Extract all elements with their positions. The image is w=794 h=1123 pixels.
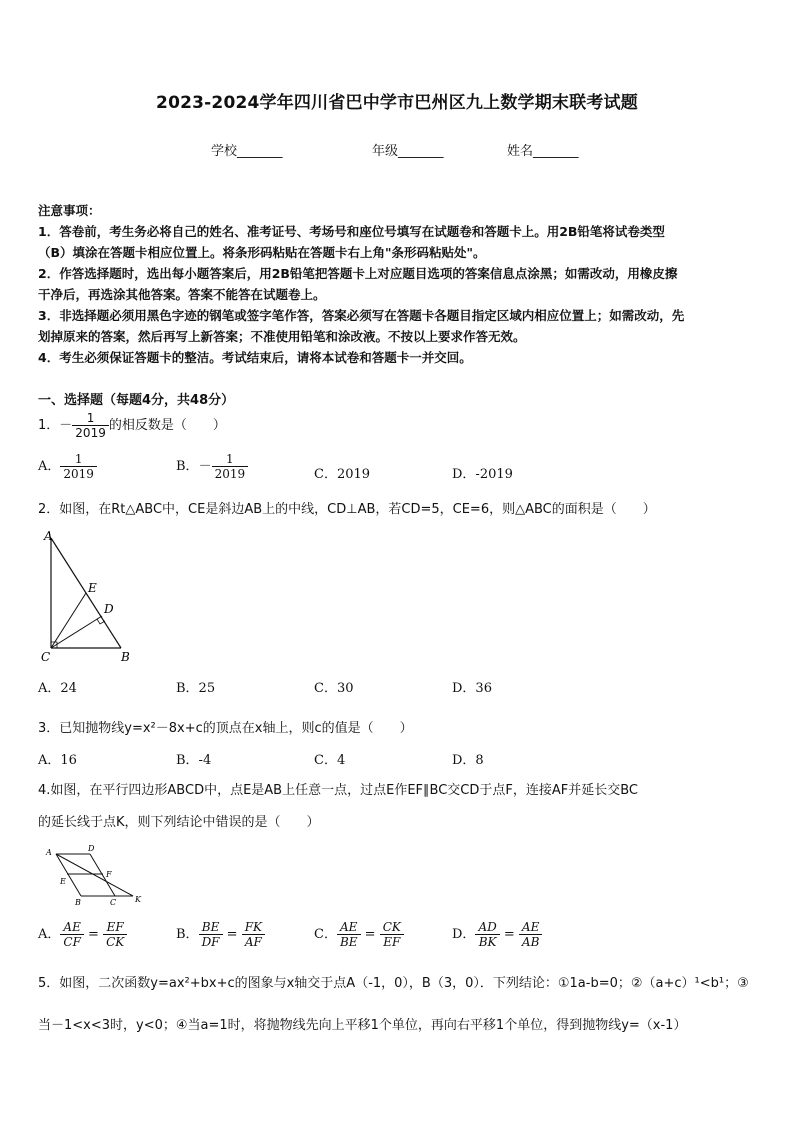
q4-b-left-top: BE — [199, 920, 223, 935]
question-2: 2．如图，在Rt△ABC中，CE是斜边AB上的中线，CD⊥AB，若CD=5，CE=6，则△ABC的面积是（ ） — [38, 502, 656, 517]
q1-a-top: 1 — [60, 452, 97, 467]
q4-option-a: A． $\frac{AE}{CF}$ = $\frac{EF}{CK}$ — [38, 920, 127, 949]
q4-option-d: D． $\frac{AD}{BK}$ = $\frac{AE}{AB}$ — [452, 920, 542, 949]
q4-c-right — [380, 920, 404, 949]
grade-field: 年级_______ — [372, 144, 444, 159]
q4-label-c: C — [110, 898, 117, 907]
q4-label-d: D — [88, 844, 95, 853]
notice-line: 1．答卷前，考生务必将自己的姓名、准考证号、考场号和座位号填写在试题卷和答题卡上。用2B铅笔将试卷类型 — [38, 224, 665, 239]
q4-label-k: K — [135, 895, 141, 904]
question-5-line1: 5．如图，二次函数y=ax²+bx+c的图象与x轴交于点A（-1，0），B（3，0）．下列结论：①1a-b=0；②（a+c）¹<b¹；③ — [38, 976, 749, 991]
q2-label-c: C — [41, 650, 51, 664]
q4-d-left — [475, 920, 499, 949]
notice-heading: 注意事项： — [38, 203, 101, 218]
q4-label-f: F — [106, 870, 112, 879]
notice-line: 3．非选择题必须用黑色字迹的钢笔或签字笔作答，答案必须写在答题卡各题目指定区域内相应位置上；如需改动，先 — [38, 308, 685, 323]
q4-d-left-bottom: BK — [478, 935, 497, 949]
q1-number: 1． — [38, 418, 60, 433]
school-field: 学校_______ — [211, 144, 283, 159]
q4-label-e: E — [60, 877, 66, 886]
q3-option-b: B．-4 — [176, 753, 212, 768]
q4-parallelogram-figure — [40, 842, 160, 908]
q4-c-left-bottom: BE — [339, 935, 358, 949]
q4-a-right-bottom: CK — [106, 935, 125, 949]
section-heading: 一、选择题（每题4分，共48分） — [38, 393, 235, 408]
question-4-line2: 的延长线于点K，则下列结论中错误的是（ ） — [38, 815, 320, 830]
q4-d-right-top: AE — [519, 920, 542, 935]
page-title: 2023-2024学年四川省巴中学市巴州区九上数学期末联考试题 — [156, 93, 638, 113]
q1-option-b — [176, 452, 248, 481]
q4-a-left-top: AE — [60, 920, 84, 935]
q4-d-left-top: AD — [475, 920, 499, 935]
q2-option-c: C．30 — [314, 681, 354, 696]
q4-b-left — [199, 920, 223, 949]
q1-b-fraction — [212, 452, 249, 481]
q4-option-b: B． $\frac{BE}{DF}$ = $\frac{FK}{AF}$ — [176, 920, 265, 949]
q1-tail: 的相反数是（ ） — [108, 418, 226, 433]
q4-d-label: D． — [452, 927, 476, 942]
q4-c-left-top: AE — [337, 920, 361, 935]
q4-d-right-bottom: AB — [521, 935, 540, 949]
q1-frac-bottom: 2019 — [75, 426, 106, 440]
q1-b-top: 1 — [212, 452, 249, 467]
q2-option-b: B．25 — [176, 681, 216, 696]
q4-c-right-top: CK — [380, 920, 404, 935]
q1-a-label: A． — [38, 459, 61, 474]
q4-c-label: C． — [314, 927, 337, 942]
q2-option-a: A．24 — [38, 681, 77, 696]
q4-c-left — [337, 920, 361, 949]
notice-line: （B）填涂在答题卡相应位置上。将条形码粘贴在答题卡右上角"条形码粘贴处"。 — [38, 245, 486, 260]
notice-line: 干净后，再选涂其他答案。答案不能答在试题卷上。 — [38, 287, 326, 302]
q2-label-b: B — [121, 650, 130, 664]
q4-a-right — [103, 920, 127, 949]
name-field: 姓名_______ — [507, 144, 579, 159]
question-4-line1: 4.如图，在平行四边形ABCD中，点E是AB上任意一点，过点E作EF∥BC交CD于点F，连接AF并延长交BC — [38, 783, 638, 798]
q1-a-fraction — [60, 452, 97, 481]
q3-option-a: A．16 — [38, 753, 77, 768]
q4-a-right-top: EF — [103, 920, 127, 935]
q4-b-right — [242, 920, 265, 949]
q4-a-left-bottom: CF — [63, 935, 81, 949]
notice-list — [38, 221, 762, 368]
q4-b-label: B． — [176, 927, 199, 942]
q4-d-right — [519, 920, 542, 949]
q3-option-c: C．4 — [314, 753, 346, 768]
q4-label-a: A — [46, 848, 52, 857]
q2-option-d: D．36 — [452, 681, 492, 696]
q1-b-bottom: 2019 — [214, 467, 246, 481]
q2-label-e: E — [88, 581, 97, 595]
notice-line: 划掉原来的答案，然后再写上新答案；不准使用铅笔和涂改液。不按以上要求作答无效。 — [38, 329, 526, 344]
notice-line: 4．考生必须保证答题卡的整洁。考试结束后，请将本试卷和答题卡一并交回。 — [38, 350, 472, 365]
q1-option-c: C．2019 — [314, 467, 371, 482]
q4-c-right-bottom: EF — [383, 935, 401, 949]
q4-b-right-top: FK — [242, 920, 265, 935]
q3-option-d: D．8 — [452, 753, 484, 768]
q4-a-left — [60, 920, 84, 949]
q2-triangle-figure — [36, 528, 146, 668]
q1-option-d: D．-2019 — [452, 467, 513, 482]
q2-label-d: D — [104, 602, 114, 616]
q1-neg: － — [59, 418, 73, 433]
question-1 — [38, 411, 226, 440]
q1-option-a — [38, 452, 97, 481]
notice-line: 2．作答选择题时，选出每小题答案后，用2B铅笔把答题卡上对应题目选项的答案信息点涂黑；如需改动，用橡皮擦 — [38, 266, 678, 281]
q4-b-right-bottom: AF — [244, 935, 262, 949]
q2-label-a: A — [44, 529, 53, 543]
q4-label-b: B — [75, 898, 81, 907]
q1-fraction — [72, 411, 109, 440]
question-3: 3．已知抛物线y=x²－8x+c的顶点在x轴上，则c的值是（ ） — [38, 721, 413, 736]
q4-option-c: C． $\frac{AE}{BE}$ = $\frac{CK}{EF}$ — [314, 920, 404, 949]
q4-a-label: A． — [38, 927, 61, 942]
q1-b-neg: － — [198, 459, 212, 474]
question-5-line2: 当－1<x<3时，y<0；④当a=1时，将抛物线先向上平移1个单位，再向右平移1个单位，得到抛物线y=（x-1） — [38, 1018, 687, 1033]
q1-b-label: B． — [176, 459, 199, 474]
q4-b-left-bottom: DF — [201, 935, 220, 949]
q1-a-bottom: 2019 — [63, 467, 94, 481]
q1-frac-top: 1 — [72, 411, 109, 426]
